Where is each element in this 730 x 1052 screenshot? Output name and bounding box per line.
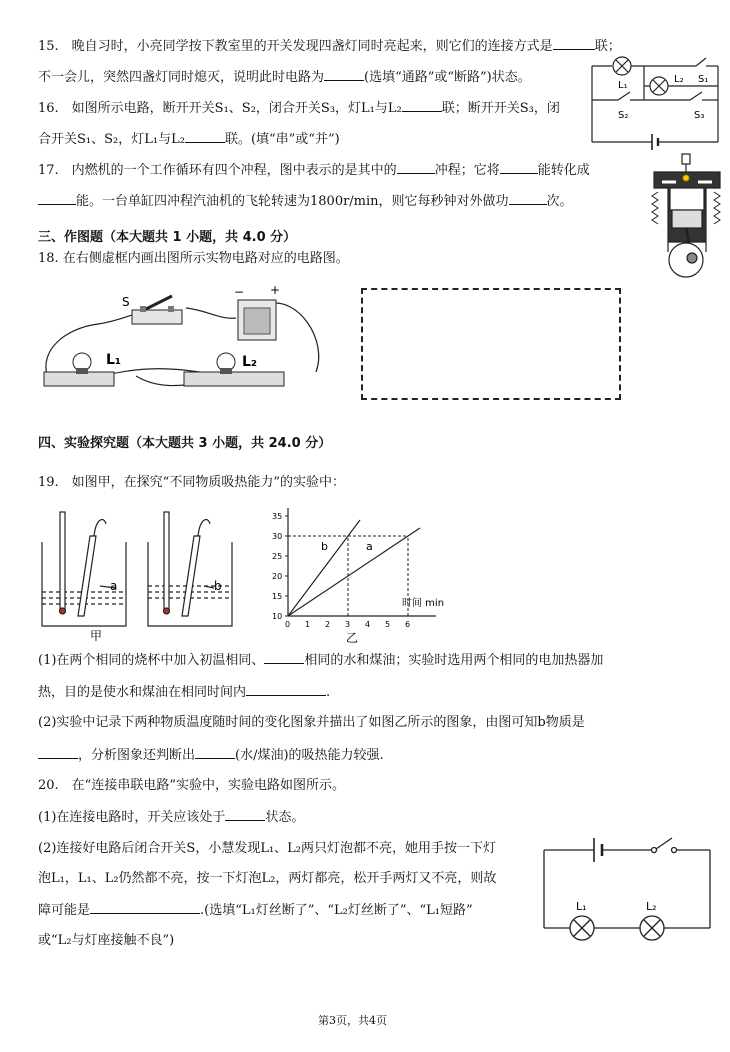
q20-text: (1)在连接电路时，开关应该处于	[38, 810, 226, 825]
chart-y-tick-label: 35	[272, 512, 283, 521]
q17-blank-3[interactable]	[38, 192, 76, 205]
physical-circuit-q18	[36, 280, 332, 400]
label-beaker-a: a	[110, 579, 118, 593]
label-s2: S₂	[618, 110, 629, 121]
label-l1-bulb: L₁	[106, 352, 122, 368]
q15-text: 联；	[594, 39, 621, 54]
beakers-figure-jia	[36, 508, 262, 644]
label-l2-q20: L₂	[646, 900, 657, 913]
chart-series-label-b: b	[321, 540, 328, 553]
label-l1-q20: L₁	[576, 900, 587, 913]
label-beaker-b: b	[214, 579, 222, 593]
chart-y-tick-label: 20	[272, 572, 283, 581]
q20-p2-line1: (2)连接好电路后闭合开关S，小慧发现L₁、L₂两只灯泡都不亮，她用手按一下灯	[38, 841, 497, 856]
chart-y-tick-label: 15	[272, 592, 283, 601]
q20-p2-line3	[38, 901, 473, 920]
label-jia: 甲	[90, 629, 103, 643]
q19-blank-4[interactable]	[195, 746, 235, 759]
chart-ticks	[272, 512, 410, 629]
q20-p2-line2: 泡L₁，L₁、L₂仍然都不亮，按一下灯泡L₂，两灯都亮，松开手两灯又不亮，则故	[38, 871, 497, 886]
q17-line2	[38, 192, 573, 211]
q15-blank-1[interactable]	[553, 37, 595, 50]
q20-p1	[38, 808, 304, 827]
q16-blank-1[interactable]	[402, 99, 442, 112]
q19-blank-1[interactable]	[264, 651, 304, 664]
series-circuit-q20	[540, 832, 714, 948]
q17-blank-2[interactable]	[500, 161, 538, 174]
q19-p2-line1: (2)实验中记录下两种物质温度随时间的变化图象并描出了如图乙所示的图象，由图可知b物质是	[38, 715, 585, 730]
q20-text: 状态。	[265, 810, 305, 825]
label-l2: L₂	[674, 74, 684, 85]
q19-p2-line2	[38, 746, 384, 765]
q20-text: .(选填“L₁灯丝断了”、“L₂灯丝断了”、“L₁短路”	[200, 903, 473, 918]
q15-text: 15. 晚自习时，小亮同学按下教室里的开关发现四盏灯同时亮起来，则它们的连接方式是	[38, 39, 553, 54]
chart-x-tick-label: 5	[385, 620, 391, 629]
engine-stroke-illustration	[648, 152, 726, 282]
label-s3: S₃	[694, 110, 705, 121]
drawing-box[interactable]	[361, 288, 621, 400]
q16-text: 联；断开开关S₃，闭	[441, 101, 560, 116]
label-s1: S₁	[698, 74, 709, 85]
q19-text: ，分析图象还判断出	[78, 748, 196, 763]
chart-x-tick-label: 4	[365, 620, 371, 629]
chart-series	[288, 520, 420, 616]
q16-blank-2[interactable]	[185, 130, 225, 143]
chart-x-tick-label: 1	[305, 620, 311, 629]
chart-series-label-a: a	[366, 540, 373, 553]
q16-line2	[38, 130, 340, 149]
q19-text: 热，目的是使水和煤油在相同时间内	[38, 685, 247, 700]
q15-line2	[38, 68, 531, 87]
chart-series-line-b	[288, 520, 360, 616]
q16-text: 联。(填“串”或“并”)	[224, 132, 340, 147]
q17-text: 次。	[546, 194, 573, 209]
label-l1: L₁	[618, 80, 628, 91]
chart-y-tick-label: 30	[272, 532, 283, 541]
q20-p2-line4: 或“L₂与灯座接触不良”)	[38, 933, 175, 948]
chart-x-tick-label: 2	[325, 620, 331, 629]
q17-line1	[38, 161, 590, 180]
q17-text: 冲程；它将	[434, 163, 500, 178]
q17-text: 17. 内燃机的一个工作循环有四个冲程，图中表示的是其中的	[38, 163, 397, 178]
page-footer: 第3页，共4页	[318, 1014, 387, 1027]
q17-blank-1[interactable]	[397, 161, 435, 174]
circuit-diagram-q16	[590, 52, 720, 154]
q20-blank-1[interactable]	[225, 808, 265, 821]
q19-blank-2[interactable]	[246, 683, 326, 696]
label-switch-s: S	[122, 295, 130, 309]
q19-intro: 19. 如图甲，在探究“不同物质吸热能力”的实验中：	[38, 475, 345, 490]
q15-text: 不一会儿，突然四盏灯同时熄灭，说明此时电路为	[38, 70, 325, 85]
q19-text: .	[326, 685, 331, 700]
chart-x-tick-label: 3	[345, 620, 351, 629]
chart-y-tick-label: 25	[272, 552, 283, 561]
q17-text: 能转化成	[537, 163, 590, 178]
label-yi: 乙	[346, 631, 359, 645]
temperature-time-chart	[266, 508, 456, 648]
section-3-heading: 三、作图题（本大题共 1 小题，共 4.0 分）	[38, 230, 297, 245]
label-minus: −	[234, 285, 245, 299]
q19-p1-line1	[38, 651, 603, 670]
chart-y-tick-label: 10	[272, 612, 283, 621]
chart-xlabel: 时间 min	[402, 598, 445, 609]
q20-intro: 20. 在“连接串联电路”实验中，实验电路如图所示。	[38, 778, 345, 793]
q15-text: (选填“通路”或“断路”)状态。	[364, 70, 531, 85]
q20-blank-2[interactable]	[90, 901, 200, 914]
chart-x-tick-label: 6	[405, 620, 411, 629]
q17-blank-4[interactable]	[509, 192, 547, 205]
chart-series-line-a	[288, 528, 420, 616]
q19-text: (1)在两个相同的烧杯中加入初温相同、	[38, 653, 265, 668]
q19-blank-3[interactable]	[38, 746, 78, 759]
q16-line1	[38, 99, 560, 118]
label-l2-bulb: L₂	[242, 354, 258, 370]
q15-blank-2[interactable]	[324, 68, 364, 81]
q16-text: 16. 如图所示电路，断开开关S₁、S₂，闭合开关S₃，灯L₁与L₂	[38, 101, 402, 116]
q15-line1	[38, 37, 621, 56]
q19-text: (水/煤油)的吸热能力较强.	[235, 748, 384, 763]
q19-text: 相同的水和煤油；实验时选用两个相同的电加热器加	[304, 653, 604, 668]
q19-p1-line2	[38, 683, 330, 702]
label-plus: +	[270, 283, 281, 297]
q20-text: 障可能是	[38, 903, 91, 918]
section-4-heading: 四、实验探究题（本大题共 3 小题，共 24.0 分）	[38, 436, 332, 451]
q16-text: 合开关S₁、S₂，灯L₁与L₂	[38, 132, 185, 147]
q17-text: 能。一台单缸四冲程汽油机的飞轮转速为1800r/min，则它每秒钟对外做功	[76, 194, 509, 209]
q18-text: 18. 在右侧虚框内画出图所示实物电路对应的电路图。	[38, 251, 349, 266]
chart-x-tick-label: 0	[285, 620, 291, 629]
